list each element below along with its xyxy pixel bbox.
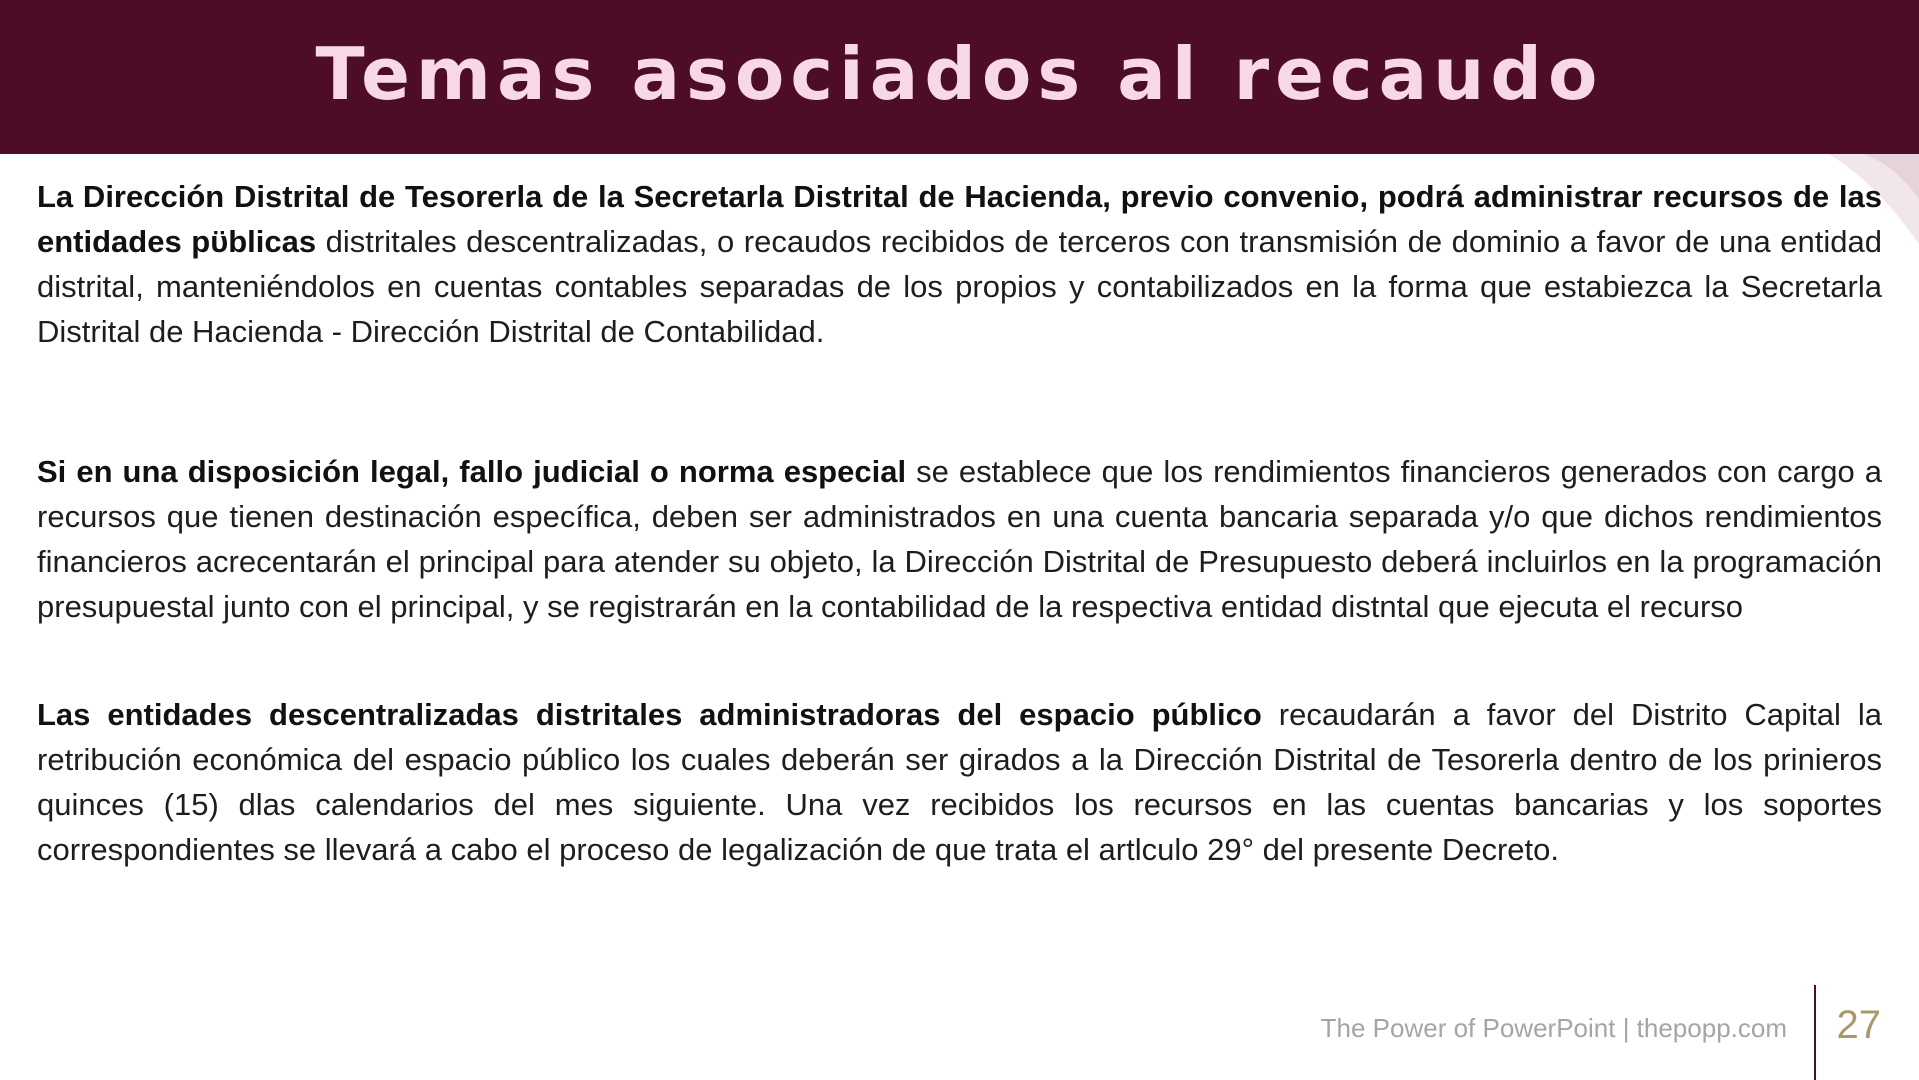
footer bbox=[1219, 985, 1919, 1080]
header-band bbox=[0, 0, 1919, 154]
footer-credit: The Power of PowerPoint | thepopp.com bbox=[1320, 1013, 1787, 1043]
paragraph-lead: La Dirección Distrital de Tesorerla de la Secretarla Distrital de Hacienda, previo convenio, podrá administrar recursos de las entidades pϋblicas bbox=[37, 179, 1882, 259]
paragraph-espacio-publico bbox=[37, 692, 1882, 872]
paragraph-lead: Las entidades descentralizadas distritales administradoras del espacio público bbox=[37, 697, 1262, 732]
paragraph-body: se establece que los rendimientos financieros generados con cargo a recursos que tienen destinación específica, deben ser administrados en una cuenta bancaria separada y/o que dichos rendimientos financieros acrecentarán el principal para atender su objeto, la Dirección Distrital de Presupuesto deberá incluirlos en la programación presupuestal junto con el principal, y se registrarán en la contabilidad de la respectiva entidad distntal que ejecuta el recurso bbox=[37, 454, 1883, 624]
paragraph-lead: Si en una disposición legal, fallo judicial o norma especial bbox=[37, 454, 907, 489]
paragraph-body: recaudarán a favor del Distrito Capital la retribución económica del espacio público los cuales deberán ser girados a la Dirección Distrital de Tesorerla dentro de los prinieros quinces (15) dlas calendarios del mes siguiente. Una vez recibidos los recursos en las cuentas bancarias y los soportes correspondientes se llevará a cabo el proceso de legalización de que trata el artlculo 29° del presente Decreto. bbox=[37, 697, 1882, 867]
paragraph-tesoreria bbox=[37, 174, 1882, 354]
footer-divider bbox=[1814, 985, 1816, 1080]
paragraph-body: distritales descentralizadas, o recaudos recibidos de terceros con transmisión de dominio a favor de una entidad distrital, manteniéndolos en cuentas contables separadas de los propios y contabilizados en la forma que estabiezca la Secretarla Distrital de Hacienda - Dirección Distrital de Contabilidad. bbox=[37, 224, 1882, 349]
slide-body bbox=[37, 174, 1882, 872]
paragraph-rendimientos bbox=[37, 449, 1882, 629]
page-number: 27 bbox=[1836, 1003, 1881, 1047]
slide-title: Temas asociados al recaudo bbox=[315, 32, 1604, 116]
